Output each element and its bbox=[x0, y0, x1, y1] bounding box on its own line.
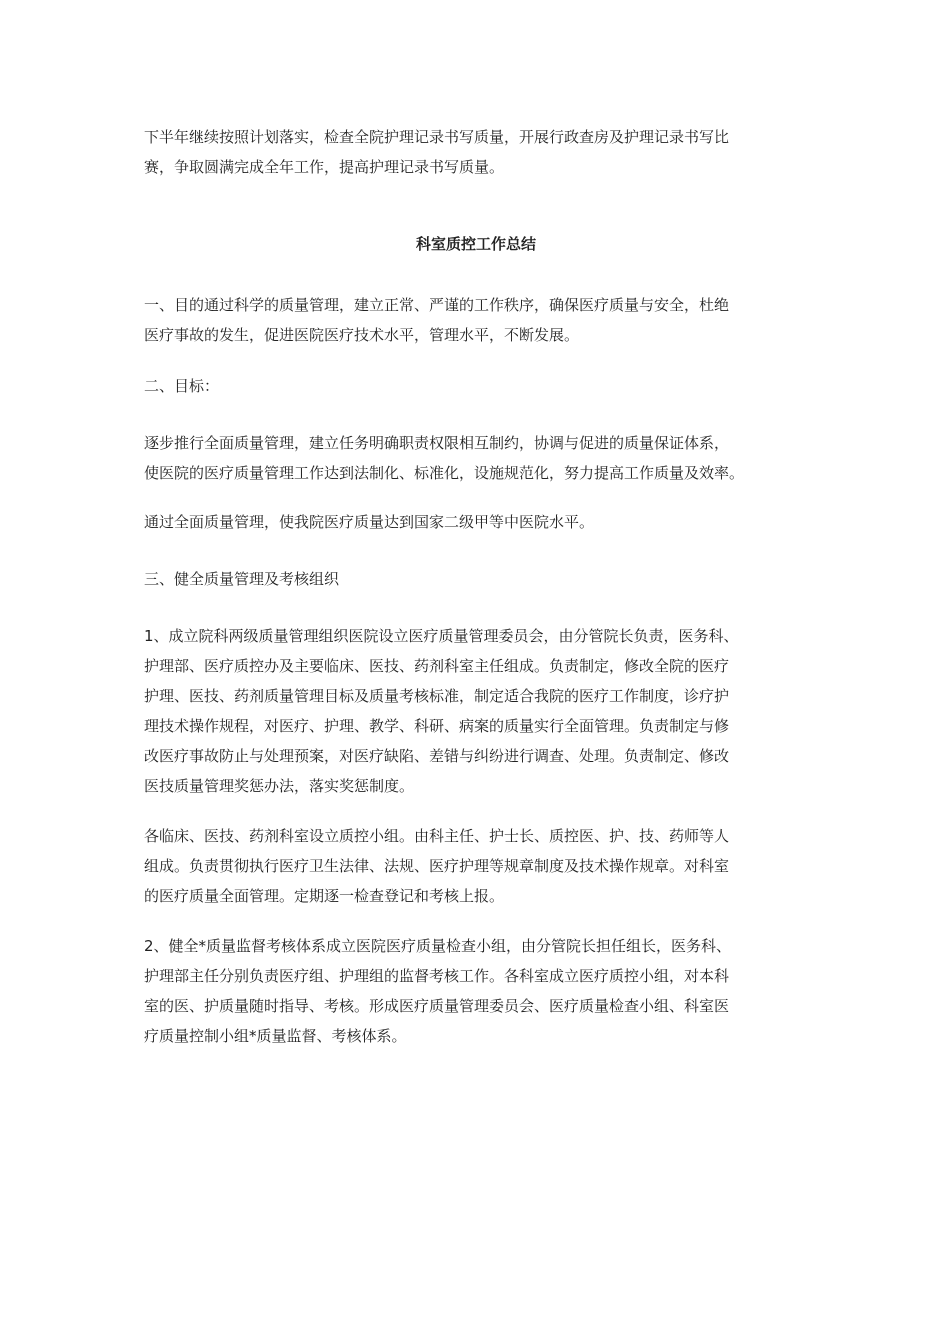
paragraph-line: 护理部主任分别负责医疗组、护理组的监督考核工作。各科室成立医疗质控小组，对本科 bbox=[144, 967, 730, 985]
paragraph-line: 组成。负责贯彻执行医疗卫生法律、法规、医疗护理等规章制度及技术操作规章。对科室 bbox=[144, 857, 730, 875]
paragraph-line: 下半年继续按照计划落实，检查全院护理记录书写质量，开展行政查房及护理记录书写比 bbox=[144, 128, 730, 146]
paragraph-line: 护理部、医疗质控办及主要临床、医技、药剂科室主任组成。负责制定，修改全院的医疗 bbox=[144, 657, 730, 675]
goal-paragraph-2: 通过全面质量管理，使我院医疗质量达到国家二级甲等中医院水平。 bbox=[144, 513, 595, 531]
paragraph-line: 一、目的通过科学的质量管理，建立正常、严谨的工作秩序，确保医疗质量与安全，杜绝 bbox=[144, 296, 730, 314]
paragraph-line: 使医院的医疗质量管理工作达到法制化、标准化，设施规范化，努力提高工作质量及效率。 bbox=[144, 464, 745, 482]
paragraph-line: 2、健全*质量监督考核体系成立医院医疗质量检查小组，由分管院长担任组长，医务科、 bbox=[144, 937, 732, 955]
paragraph-line: 护理、医技、药剂质量管理目标及质量考核标准，制定适合我院的医疗工作制度，诊疗护 bbox=[144, 687, 730, 705]
paragraph-line: 的医疗质量全面管理。定期逐一检查登记和考核上报。 bbox=[144, 887, 505, 905]
document-body bbox=[144, 122, 834, 1051]
item-1-sub-paragraph bbox=[144, 821, 834, 911]
paragraph-line: 赛，争取圆满完成全年工作，提高护理记录书写质量。 bbox=[144, 158, 505, 176]
paragraph-line: 医技质量管理奖惩办法，落实奖惩制度。 bbox=[144, 777, 415, 795]
item-1-paragraph bbox=[144, 621, 834, 801]
document-title: 科室质控工作总结 bbox=[415, 235, 536, 253]
paragraph-line: 室的医、护质量随时指导、考核。形成医疗质量管理委员会、医疗质量检查小组、科室医 bbox=[144, 997, 730, 1015]
section-2-heading: 二、目标： bbox=[144, 377, 220, 395]
paragraph-line: 各临床、医技、药剂科室设立质控小组。由科主任、护士长、质控医、护、技、药师等人 bbox=[144, 827, 730, 845]
paragraph-line: 逐步推行全面质量管理，建立任务明确职责权限相互制约，协调与促进的质量保证体系， bbox=[144, 434, 730, 452]
paragraph-line: 改医疗事故防止与处理预案，对医疗缺陷、差错与纠纷进行调查、处理。负责制定、修改 bbox=[144, 747, 730, 765]
paragraph-line: 疗质量控制小组*质量监督、考核体系。 bbox=[144, 1027, 407, 1045]
intro-paragraph bbox=[144, 122, 834, 182]
paragraph-line: 理技术操作规程，对医疗、护理、教学、科研、病案的质量实行全面管理。负责制定与修 bbox=[144, 717, 730, 735]
paragraph-line: 1、成立院科两级质量管理组织医院设立医疗质量管理委员会，由分管院长负责，医务科、 bbox=[144, 627, 739, 645]
section-1-paragraph bbox=[144, 290, 834, 350]
goal-paragraph bbox=[144, 428, 834, 488]
section-3-heading: 三、健全质量管理及考核组织 bbox=[144, 570, 340, 588]
item-2-paragraph bbox=[144, 931, 834, 1051]
paragraph-line: 医疗事故的发生，促进医院医疗技术水平，管理水平，不断发展。 bbox=[144, 326, 580, 344]
